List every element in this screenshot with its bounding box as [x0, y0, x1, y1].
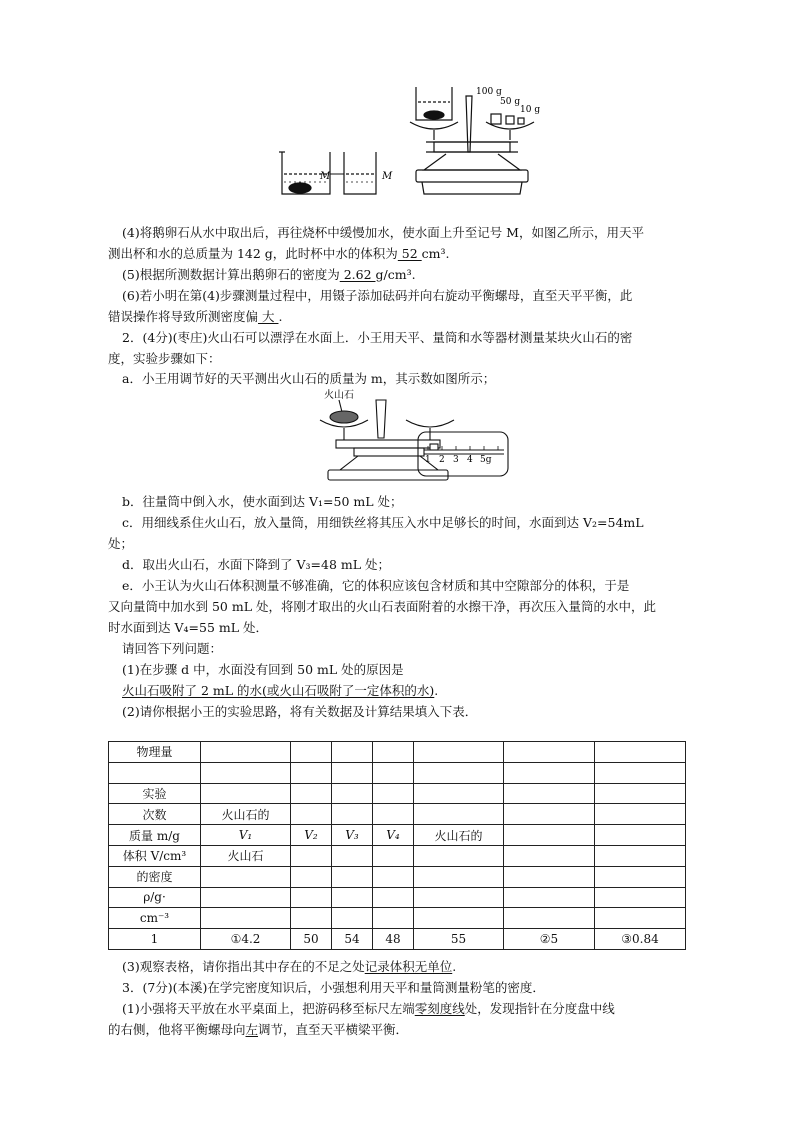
header-experiment: 实验: [109, 783, 201, 804]
header-rock: 火山石: [201, 845, 291, 866]
q2-part1-answer-line: 火山石吸附了 2 mL 的水(或火山石吸附了一定体积的水).: [122, 683, 439, 698]
header-cm-unit: cm⁻³: [109, 908, 201, 929]
mark-m-right: M: [382, 171, 393, 182]
header-density: 的密度: [109, 866, 201, 887]
cell-v1: 50: [291, 929, 332, 950]
answer-water-absorbed: 火山石吸附了 2 mL 的水(或火山石吸附了一定体积的水): [122, 683, 435, 698]
cell-density: ③0.84: [595, 929, 686, 950]
answer-stone-density: 2.62: [339, 267, 376, 282]
cell-trial: 1: [109, 929, 201, 950]
weight-100g: 100 g: [476, 87, 502, 97]
q1-step4-line1: (4)将鹅卵石从水中取出后，再往烧杯中缓慢加水，使水面上升至记号 M，如图乙所示，用天平: [122, 225, 644, 240]
cell-v2: 54: [332, 929, 373, 950]
q2-step-e-line1: e．小王认为火山石体积测量不够准确，它的体积应该包含材质和其中空隙部分的体积，于是: [122, 578, 630, 593]
tick-5g: 5g: [480, 455, 492, 465]
volcanic-rock-balance-figure: [314, 388, 514, 488]
header-rho-unit: ρ/g·: [109, 887, 201, 908]
answer-adjust-left: 左: [245, 1022, 259, 1037]
beaker-balance-figure: [276, 82, 546, 200]
q2-step-e-line2: 又向量筒中加水到 50 mL 处，将刚才取出的火山石表面附着的水擦干净，再次压入量筒的水中，此: [108, 599, 656, 614]
q3-part1-line1: (1)小强将天平放在水平桌面上，把游码移至标尺左端零刻度线处，发现指针在分度盘中线: [122, 1001, 615, 1016]
beaker-water-to-mark: [344, 152, 376, 194]
rock-label: 火山石: [324, 390, 354, 401]
q3-part1-line2: 的右侧，他将平衡螺母向左调节，直至天平横梁平衡．: [108, 1022, 409, 1037]
q2-step-b: b．往量筒中倒入水，使水面到达 V₁=50 mL 处；: [122, 494, 403, 509]
q2-intro-line1: 2．(4分)(枣庄)火山石可以漂浮在水面上．小王用天平、量筒和水等器材测量某块火山石的密: [122, 330, 633, 345]
q2-ask: 请回答下列问题：: [122, 641, 223, 656]
answer-water-volume: 52: [397, 246, 422, 261]
q2-intro-line2: 度，实验步骤如下：: [108, 351, 221, 366]
answer-table-flaw: 记录体积无单位: [364, 959, 453, 974]
header-rock-density-label: 火山石的: [414, 825, 504, 846]
cell-volume: ②5: [504, 929, 595, 950]
table-row: [109, 929, 686, 950]
header-v4: V₄: [373, 825, 414, 846]
q1-step6-line2: 错误操作将导致所测密度偏 大 .: [108, 309, 283, 324]
header-volume: 体积 V/cm³: [109, 845, 201, 866]
mark-m-left: M: [320, 171, 331, 182]
q2-step-c-line1: c．用细线系住火山石，放入量筒，用细铁丝将其压入水中足够长的时间，水面到达 V₂=54mL: [122, 515, 644, 530]
q2-step-d: d．取出火山石，水面下降到了 V₃=48 mL 处；: [122, 557, 390, 572]
weight-50g: 50 g: [500, 97, 521, 107]
header-trial: 次数: [109, 804, 201, 825]
header-v1: V₁: [201, 825, 291, 846]
q2-step-e-line3: 时水面到达 V₄=55 mL 处．: [108, 620, 268, 635]
tick-2: 2: [439, 455, 445, 465]
tick-1: 1: [425, 455, 431, 465]
header-mass: 质量 m/g: [109, 825, 201, 846]
q2-part2: (2)请你根据小王的实验思路，将有关数据及计算结果填入下表．: [122, 704, 478, 719]
cell-mass: ①4.2: [201, 929, 291, 950]
measurement-table: [108, 741, 686, 950]
q3-intro: 3．(7分)(本溪)在学完密度知识后，小强想利用天平和量筒测量粉笔的密度．: [122, 980, 545, 995]
header-v3: V₃: [332, 825, 373, 846]
cell-v3: 48: [373, 929, 414, 950]
header-quantity: 物理量: [109, 742, 201, 763]
answer-density-bias: 大: [258, 309, 279, 324]
tick-4: 4: [467, 455, 473, 465]
q2-part1-line1: (1)在步骤 d 中，水面没有回到 50 mL 处的原因是: [122, 662, 404, 677]
q2-part3: (3)观察表格，请你指出其中存在的不足之处记录体积无单位.: [122, 959, 457, 974]
header-rock-mass-label: 火山石的: [201, 804, 291, 825]
q1-step4-line2: 测出杯和水的总质量为 142 g，此时杯中水的体积为 52 cm³.: [108, 246, 450, 261]
q1-step6-line1: (6)若小明在第(4)步骤测量过程中，用镊子添加砝码并向右旋动平衡螺母，直至天平平衡，此: [122, 288, 633, 303]
tick-3: 3: [453, 455, 459, 465]
answer-zero-mark: 零刻度线: [414, 1001, 465, 1016]
q1-step5: (5)根据所测数据计算出鹅卵石的密度为 2.62 g/cm³.: [122, 267, 416, 282]
q2-step-c-line2: 处；: [108, 536, 134, 551]
q2-step-a: a．小王用调节好的天平测出火山石的质量为 m，其示数如图所示；: [122, 371, 496, 386]
cell-v4: 55: [414, 929, 504, 950]
weight-10g: 10 g: [520, 105, 541, 115]
header-v2: V₂: [291, 825, 332, 846]
